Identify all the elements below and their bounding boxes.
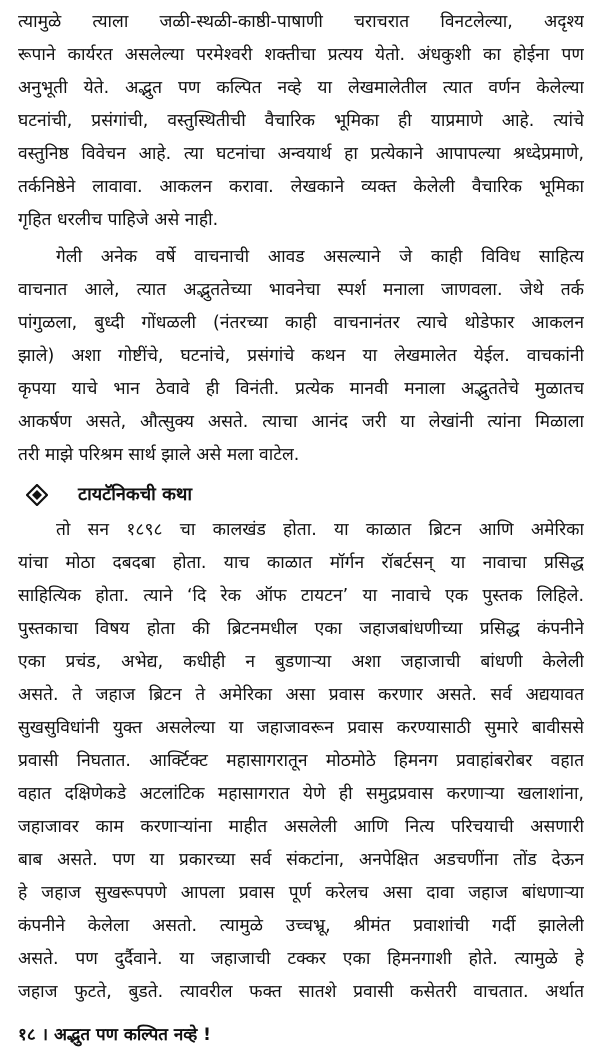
text-line: तरी माझे परिश्रम सार्थ झाले असे मला वाटेल. xyxy=(18,445,300,465)
text-line: घटनांची, प्रसंगांची, वस्तुस्थितीची वैचारिक भूमिका ही याप्रमाणे आहे. त्यांचे xyxy=(18,111,584,131)
text-line: एका प्रचंड, अभेद्य, कधीही न बुडणाऱ्या अशा जहाजाची बांधणी केलेली xyxy=(18,652,584,672)
text-line: असते. ते जहाज ब्रिटन ते अमेरिका असा प्रवास करणार असते. सर्व अद्ययावत xyxy=(18,685,584,705)
text-line: तो सन १८९८ चा कालखंड होता. या काळात ब्रिटन आणि अमेरिका xyxy=(56,520,584,540)
text-line: यांचा मोठा दबदबा होता. याच काळात मॉर्गन रॉबर्टसन् या नावाचा प्रसिद्ध xyxy=(18,553,584,573)
diamond-bullet-icon xyxy=(26,484,48,506)
section-heading-text: टायटॅनिकची कथा xyxy=(78,484,193,505)
text-line: पुस्तकाचा विषय होता की ब्रिटनमधील एका जहाजबांधणीच्या प्रसिद्ध कंपनीने xyxy=(18,619,584,639)
text-line: तर्कनिष्ठेने लावावा. आकलन करावा. लेखकाने व्यक्त केलेली वैचारिक भूमिका xyxy=(18,177,584,197)
text-line: पांगुळला, बुध्दी गोंधळली (नंतरच्या काही वाचनानंतर त्याचे थोडेफार आकलन xyxy=(18,313,584,333)
text-line: अनुभूती येते. अद्भुत पण कल्पित नव्हे या लेखमालेतील त्यात वर्णन केलेल्या xyxy=(18,78,584,98)
text-line: वस्तुनिष्ठ विवेचन आहे. त्या घटनांचा अन्वयार्थ हा प्रत्येकाने आपापल्या श्रध्देप्रमाणे, xyxy=(18,144,584,164)
text-line: कंपनीने केलेला असतो. त्यामुळे उच्चभ्रू, श्रीमंत प्रवाशांची गर्दी झालेली xyxy=(18,916,584,936)
paragraph-2 xyxy=(18,241,584,472)
text-line: कृपया याचे भान ठेवावे ही विनंती. प्रत्येक मानवी मनाला अद्भुततेचे मुळातच xyxy=(18,379,584,399)
text-line: सुखसुविधांनी युक्त असलेल्या या जहाजावरून प्रवास करण्यासाठी सुमारे बावीससे xyxy=(18,718,584,738)
text-line: गृहित धरलीच पाहिजे असे नाही. xyxy=(18,210,219,230)
page-footer: १८ । अद्भुत पण कल्पित नव्हे ! xyxy=(18,1025,211,1045)
text-line: बाब असते. पण या प्रकारच्या सर्व संकटांना, अनपेक्षित अडचणींना तोंड देऊन xyxy=(18,850,584,870)
text-line: झाले) अशा गोष्टींचे, घटनांचे, प्रसंगांचे कथन या लेखमालेत येईल. वाचकांनी xyxy=(18,346,584,366)
paragraph-3 xyxy=(18,514,584,1009)
text-line: आकर्षण असते, औत्सुक्य असते. त्याचा आनंद जरी या लेखांनी त्यांना मिळाला xyxy=(18,412,584,432)
text-line: साहित्यिक होता. त्याने ‘दि रेक ऑफ टायटन’ या नावाचे एक पुस्तक लिहिले. xyxy=(18,586,584,606)
section-heading xyxy=(18,478,584,512)
text-line: हे जहाज सुखरूपपणे आपला प्रवास पूर्ण करेलच असा दावा जहाज बांधणाऱ्या xyxy=(18,883,584,903)
text-line: प्रवासी निघतात. आर्क्टिक्ट महासागरातून मोठमोठे हिमनग प्रवाहांबरोबर वहात xyxy=(18,751,584,771)
text-line: जहाजावर काम करणाऱ्यांना माहीत असलेली आणि नित्य परिचयाची असणारी xyxy=(18,817,584,837)
text-line: जहाज फुटते, बुडते. त्यावरील फक्त सातशे प्रवासी कसेतरी वाचतात. अर्थात xyxy=(18,982,584,1002)
text-line: गेली अनेक वर्षे वाचनाची आवड असल्याने जे काही विविध साहित्य xyxy=(56,247,584,267)
text-line: वहात दक्षिणेकडे अटलांटिक महासागरात येणे ही समुद्रप्रवास करणाऱ्या खलाशांना, xyxy=(18,784,584,804)
text-line: रूपाने कार्यरत असलेल्या परमेश्वरी शक्तीचा प्रत्यय येतो. अंधकुशी का होईना पण xyxy=(18,45,584,65)
text-line: असते. पण दुर्दैवाने. या जहाजाची टक्कर एका हिमनगाशी होते. त्यामुळे हे xyxy=(18,949,584,969)
paragraph-1 xyxy=(18,6,584,237)
text-line: त्यामुळे त्याला जळी-स्थळी-काष्ठी-पाषाणी चराचरात विनटलेल्या, अदृश्य xyxy=(18,12,584,32)
text-line: वाचनात आले, त्यात अद्भुततेच्या भावनेचा स्पर्श मनाला जाणवला. जेथे तर्क xyxy=(18,280,584,300)
